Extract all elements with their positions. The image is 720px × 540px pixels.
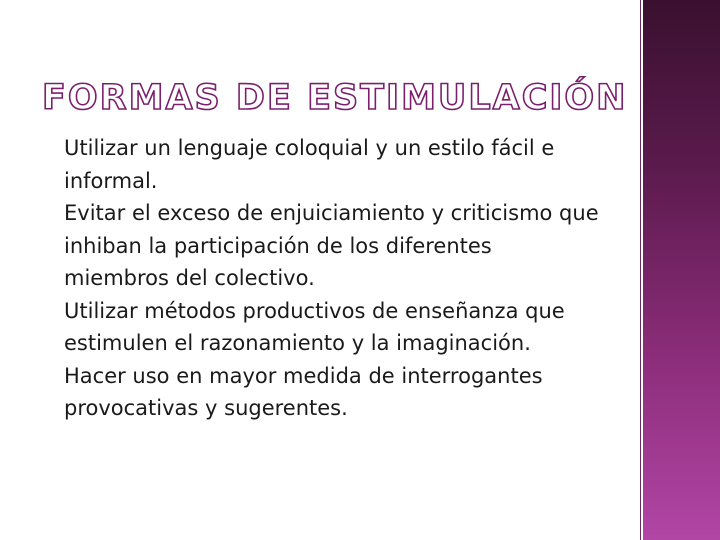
bullet-text: Utilizar un lenguaje coloquial y un estilo fácil e informal. (64, 136, 555, 193)
bullet-list (40, 132, 600, 425)
side-panel-divider (640, 0, 641, 540)
bullet-item (40, 295, 600, 360)
decorative-side-panel (643, 0, 720, 540)
slide-title: FORMAS DE ESTIMULACIÓN (42, 78, 628, 118)
bullet-item (40, 360, 600, 425)
bullet-item (40, 197, 600, 295)
bullet-item (40, 132, 600, 197)
bullet-text: Hacer uso en mayor medida de interrogantes provocativas y sugerentes. (64, 363, 543, 420)
bullet-text: Utilizar métodos productivos de enseñanza que estimulen el razonamiento y la imaginación. (64, 298, 565, 355)
bullet-text: Evitar el exceso de enjuiciamiento y criticismo que inhiban la participación de los diferentes miembros del colectivo. (64, 201, 599, 290)
